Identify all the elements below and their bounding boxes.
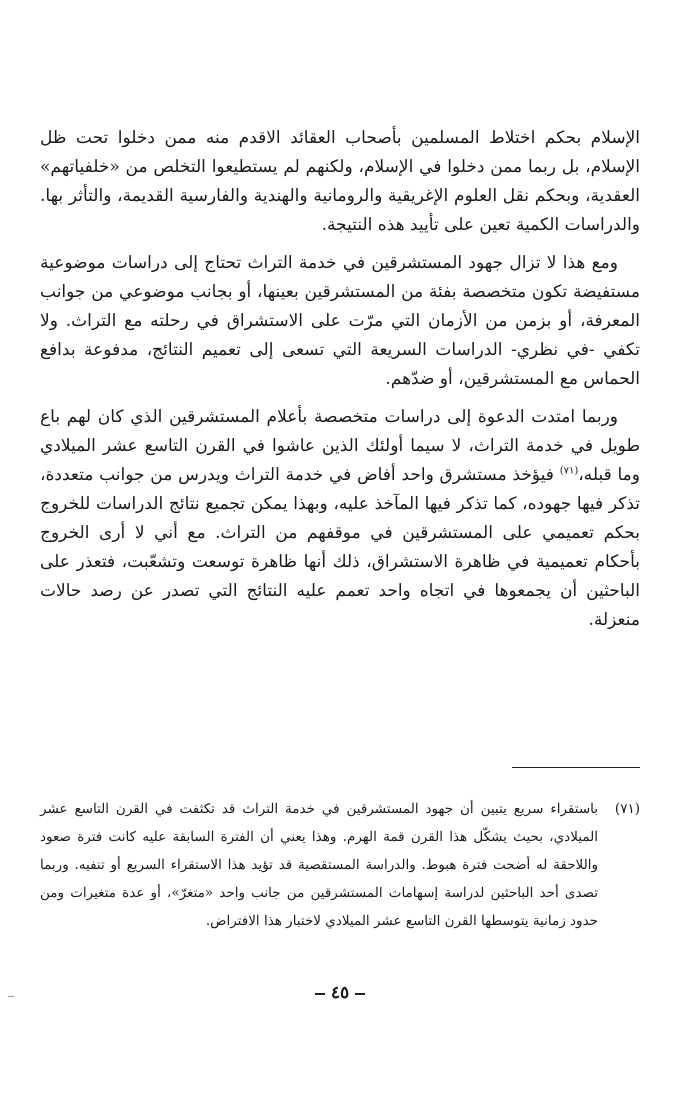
paragraph-3 [40,403,640,635]
footnote-separator [512,767,640,768]
page-number-value: ٤٥ [330,983,350,1003]
paragraph-3-part-1: وربما امتدت الدعوة إلى دراسات متخصصة بأعلام المستشرقين الذي كان لهم باع طويل في خدمة التراث، لا سيما أولئك الذين عاشوا في القرن التاسع عشر الميلادي وما قبله، [40,407,640,485]
footnote-71 [40,795,640,935]
footnotes [40,795,640,935]
paragraph-2: ومع هذا لا تزال جهود المستشرقين في خدمة التراث تحتاج إلى دراسات موضوعية مستفيضة تكون متخصصة بفئة من المستشرقين بعينها، أو بجانب موضوعي من جوانب المعرفة، أو بزمن من الأزمان التي مرّت على الاستشراق في رحلته مع التراث. ولا تكفي -في نظري- الدراسات السريعة التي تسعى إلى تعميم النتائج، مدفوعة بدافع الحماس مع المستشرقين، أو ضدّهم. [40,253,640,389]
page-number-dash-right [315,993,325,995]
paragraph-1: الإسلام بحكم اختلاط المسلمين بأصحاب العقائد الاقدم منه ممن دخلوا تحت ظل الإسلام، بل ربما ممن دخلوا في الإسلام، ولكنهم لم يستطيعوا التخلص من «خلفياتهم» العقدية، وبحكم نقل العلوم الإغريقية والرومانية والهندية والفارسية القديمة، والتأثر بها. والدراسات الكمية تعين على تأييد هذه النتيجة. [40,128,640,235]
footnote-text: باستقراء سريع يتبين أن جهود المستشرقين في خدمة التراث قد تكثفت في القرن التاسع عشر الميلادي، بحيث يشكّل هذا القرن قمة الهرم. وهذا يعني أن الفترة السابقة عليه كانت فترة صعود واللاحقة له أضحت فترة هبوط. والدراسة المستقصية قد تؤيد هذا الاستقراء السريع أو تنفيه. وربما تصدى أحد الباحثين لدراسة إسهامات المستشرقين من جانب واحد «متغرّ»، أو عدة متغيرات ومن حدود زمانية يتوسطها القرن التاسع عشر الميلادي لاختبار هذا الافتراض. [40,801,598,929]
main-text [40,124,640,644]
footnote-number: (٧١) [614,801,640,817]
margin-mark [8,996,14,997]
page-number [0,983,680,1003]
footnote-reference-71[interactable]: (٧١) [559,465,579,477]
paragraph-3-part-2: فيؤخذ مستشرق واحد أفاض في خدمة التراث ويدرس من جوانب متعددة، تذكر فيها جهوده، كما تذكر فيها المآخذ عليه، وبهذا يمكن تجميع نتائج الدراسات للخروج بحكم تعميمي على المستشرقين في موقفهم من التراث. مع أني لا أرى الخروج بأحكام تعميمية في ظاهرة الاستشراق، ذلك أنها ظاهرة توسعت وتشعّبت، فتعذر على الباحثين أن يجمعوها في اتجاه واحد تعمم عليه النتائج التي تصدر عن رصد حالات منعزلة. [40,465,640,630]
page-number-dash-left [355,993,365,995]
